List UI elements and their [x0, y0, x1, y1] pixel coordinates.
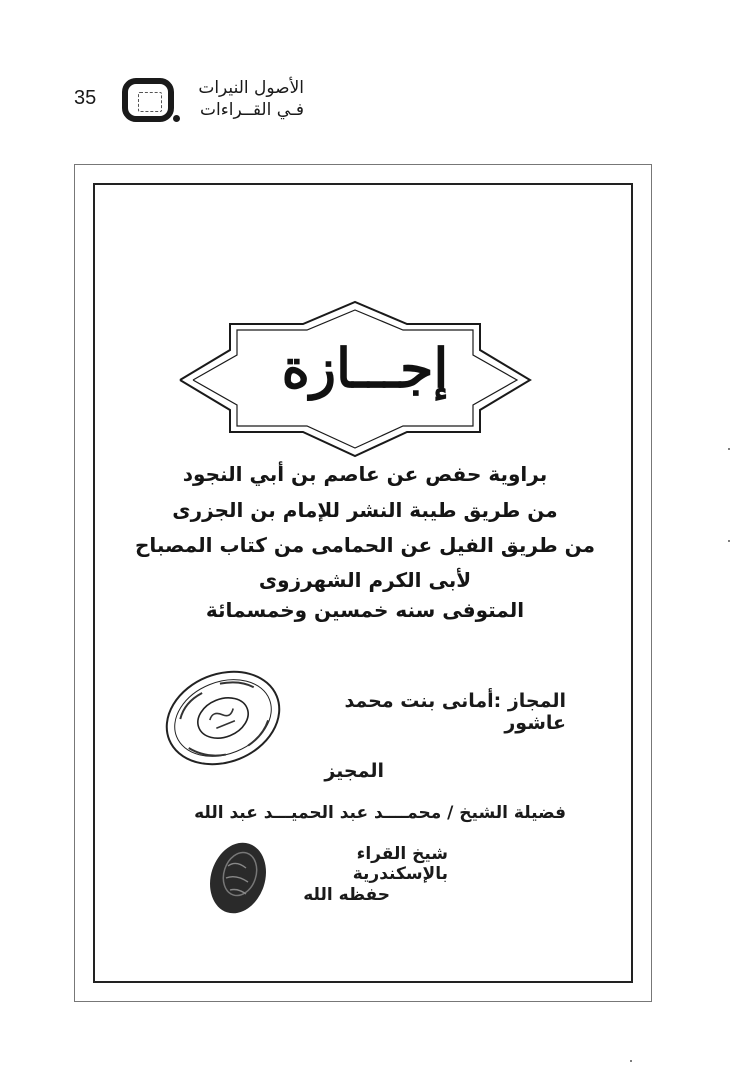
chain-line-1: براوية حفص عن عاصم بن أبي النجود — [182, 462, 548, 486]
chain-line-5: المتوفى سنه خمسين وخمسمائة — [205, 598, 525, 622]
chain-line-4: لأبى الكرم الشهرزوى — [258, 568, 472, 592]
paper-speck — [630, 1060, 632, 1062]
book-logo-icon — [122, 78, 174, 122]
book-title-line2: فـي القــراءات — [200, 100, 304, 120]
page-number: 35 — [74, 87, 97, 109]
chain-line-3: من طريق الفيل عن الحمامى من كتاب المصباح — [134, 533, 596, 557]
oval-seal-icon — [158, 663, 288, 773]
licensor-label: المجيز — [324, 760, 384, 782]
book-title-line1: الأصول النيرات — [198, 78, 304, 98]
licensor-blessing: حفظه الله — [303, 885, 390, 905]
logo-dot — [173, 115, 180, 122]
paper-speck — [728, 540, 730, 542]
certificate-title: إجـــازة — [281, 336, 449, 400]
round-ink-stamp-icon — [206, 838, 270, 918]
licensee-name: المجاز :أمانى بنت محمد عاشور — [344, 690, 566, 734]
licensor-name: فضيلة الشيخ / محمــــد عبد الحميـــد عبد الله — [194, 803, 566, 823]
paper-speck — [728, 448, 730, 450]
chain-line-2: من طريق طيبة النشر للإمام بن الجزرى — [172, 498, 558, 522]
licensor-title: شيخ القراء بالإسكندرية — [352, 844, 448, 884]
